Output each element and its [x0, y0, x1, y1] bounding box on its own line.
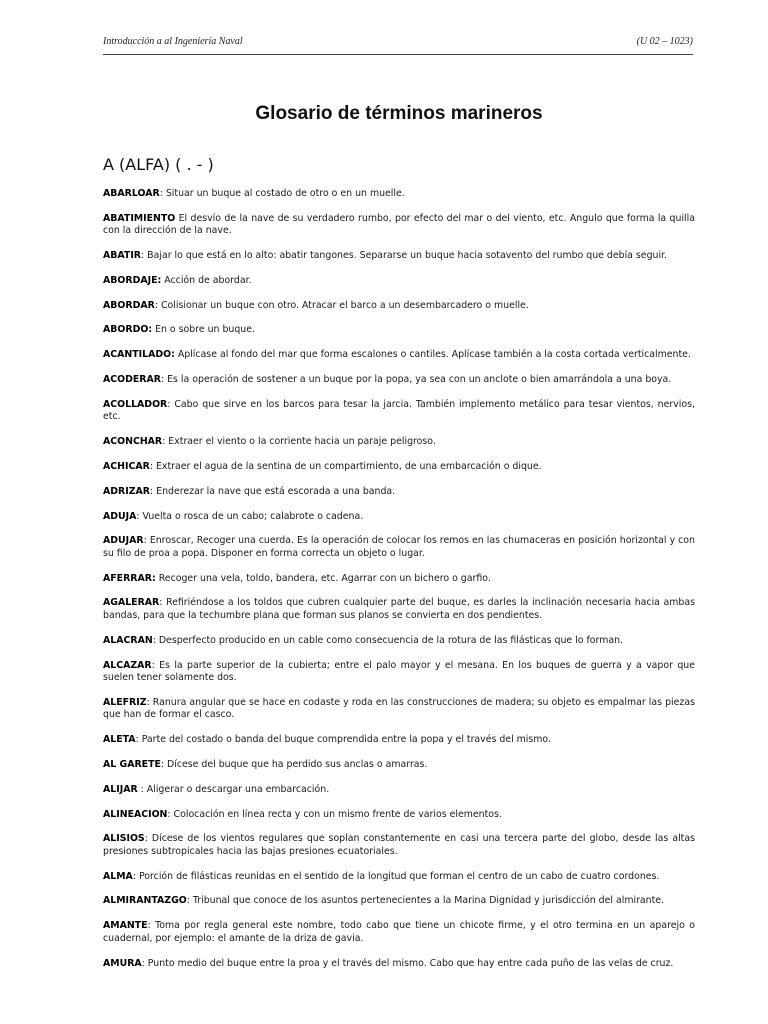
glossary-entry [103, 511, 695, 524]
glossary-entry [103, 635, 695, 648]
glossary-entry [103, 436, 695, 449]
glossary-entry [103, 349, 695, 362]
glossary-term: ABORDAR [103, 299, 155, 311]
glossary-term: ADUJA [103, 510, 137, 522]
glossary-entry [103, 461, 695, 474]
glossary-entry [103, 958, 695, 971]
glossary-definition: : Enroscar, Recoger una cuerda. Es la operación de colocar los remos en las chumaceras en posición horizontal y con su filo de proa a popa. Disponer en forma correcta un objeto o lugar. [103, 535, 695, 559]
glossary-definition: : Aligerar o descargar una embarcación. [137, 783, 330, 795]
page-header [103, 36, 693, 50]
glossary-term: ALIJAR [103, 783, 138, 795]
glossary-term: ACHICAR [103, 460, 150, 472]
glossary-definition: : Dícese del buque que ha perdido sus anclas o amarras. [160, 758, 428, 770]
glossary-definition: Recoger una vela, toldo, bandera, etc. Agarrar con un bichero o garfio. [155, 572, 491, 584]
glossary-term: ABARLOAR [103, 188, 160, 199]
section-heading: A (ALFA) ( . - ) [103, 155, 214, 174]
glossary-term: ADRIZAR [103, 485, 151, 497]
glossary-term: ALEFRIZ [103, 696, 147, 708]
glossary-term: ABATIR [103, 250, 142, 262]
glossary-definition: : Vuelta o rosca de un cabo; calabrote o cadena. [136, 510, 364, 522]
glossary-term: ADUJAR [103, 535, 144, 547]
glossary-term: ABORDO: [103, 324, 153, 336]
header-course-title: Introducción a al Ingeniería Naval [103, 36, 243, 47]
glossary-term: ACOLLADOR [103, 398, 168, 410]
glossary-definition: : Extraer el viento o la corriente hacia un paraje peligroso. [162, 436, 436, 448]
glossary-definition: : Toma por regla general este nombre, todo cabo que tiene un chicote firme, y el otro termina en un aparejo o cuadernal, por ejemplo: el amante de la driza de gavia. [103, 920, 695, 944]
glossary-entry [103, 250, 695, 263]
glossary-entry [103, 597, 695, 622]
glossary-term: ALETA [103, 734, 136, 746]
glossary-term: AL GARETE [103, 758, 161, 770]
glossary-entry [103, 697, 695, 722]
glossary-term: ALMA [103, 870, 133, 882]
glossary-entry [103, 784, 695, 797]
glossary-definition: : Es la operación de sostener a un buque por la popa, ya sea con un anclote o bien amarrándola a una boya. [161, 374, 672, 386]
glossary-term: ABORDAJE: [103, 274, 162, 286]
glossary-term: AFERRAR: [103, 572, 156, 584]
glossary-entry [103, 535, 695, 560]
glossary-term: AGALERAR [103, 597, 160, 609]
glossary-entry [103, 374, 695, 387]
glossary-entry [103, 188, 695, 201]
glossary-entry [103, 660, 695, 685]
header-divider [103, 54, 693, 55]
glossary-entry [103, 399, 695, 424]
glossary-entry [103, 486, 695, 499]
header-course-code: (U 02 – 1023) [636, 36, 693, 47]
glossary-definition: : Colocación en línea recta y con un mismo frente de varios elementos. [167, 808, 502, 820]
glossary-definition: : Ranura angular que se hace en codaste y roda en las construcciones de madera; su objeto es empalmar las piezas que han de formar el casco. [103, 696, 695, 721]
glossary-term: AMANTE [103, 920, 148, 932]
glossary-entry [103, 213, 695, 238]
glossary-definition: : Punto medio del buque entre la proa y el través del mismo. Cabo que hay entre cada puño de las velas de cruz. [141, 957, 674, 969]
glossary-term: ACONCHAR [103, 436, 163, 448]
glossary-definition: : Colisionar un buque con otro. Atracar el barco a un desembarcadero o muelle. [154, 299, 529, 311]
glossary-term: ALACRAN [103, 634, 153, 646]
glossary-definition: El desvío de la nave de su verdadero rumbo, por efecto del mar o del viento, etc. Angulo que forma la quilla con la dirección de la nave. [103, 212, 695, 237]
glossary-entry [103, 895, 695, 908]
glossary-definition: : Dícese de los vientos regulares que soplan constantemente en casi una tercera parte del globo, desde las altas presiones subtropicales hacia las bajas presiones ecuatoriales. [103, 833, 695, 857]
glossary-term: ALMIRANTAZGO [103, 895, 187, 907]
glossary-term: ALISIOS [103, 833, 145, 845]
glossary-term: ACANTILADO: [103, 349, 175, 361]
glossary-definition: : Refiriéndose a los toldos que cubren cualquier parte del buque, es darles la inclinación necesaria hacia ambas bandas, para que la techumbre plana que forman sus planos se convierta en dos pendientes. [103, 597, 695, 621]
glossary-definition: : Bajar lo que está en lo alto: abatir tangones. Separarse un buque hacia sotavento del rumbo que debía seguir. [141, 250, 668, 262]
glossary-definition: : Enderezar la nave que está escorada a una banda. [150, 485, 396, 497]
glossary-definition: : Es la parte superior de la cubierta; entre el palo mayor y el mesana. En los buques de guerra y a vapor que suelen tener solamente dos. [103, 659, 695, 684]
glossary-definition: Acción de abordar. [161, 274, 252, 286]
glossary-definition: : Tribunal que conoce de los asuntos pertenecientes a la Marina Dignidad y jurisdicción del almirante. [186, 895, 665, 907]
glossary-definition: : Cabo que sirve en los barcos para tesar la jarcia. También implemento metálico para tesar vientos, nervios, etc. [103, 398, 695, 423]
glossary-term: ALCAZAR [103, 659, 152, 671]
glossary-entry [103, 300, 695, 313]
glossary-entry [103, 734, 695, 747]
glossary-definition: Aplícase al fondo del mar que forma escalones o cantiles. Aplícase también a la costa cortada verticalmente. [174, 349, 691, 361]
glossary-term: ACODERAR [103, 374, 161, 386]
glossary-term: ALINEACION [103, 808, 168, 820]
glossary-entry [103, 324, 695, 337]
glossary-entry [103, 871, 695, 884]
glossary-definition: : Situar un buque al costado de otro o en un muelle. [159, 188, 405, 199]
glossary-entry [103, 920, 695, 945]
glossary-entry [103, 275, 695, 288]
glossary-definition: : Desperfecto producido en un cable como consecuencia de la rotura de las filásticas que lo forman. [152, 634, 623, 646]
glossary-definition: En o sobre un buque. [152, 324, 255, 336]
glossary-definition: : Extraer el agua de la sentina de un compartimiento, de una embarcación o dique. [149, 460, 542, 472]
glossary-entry [103, 759, 695, 772]
glossary-list [103, 188, 695, 982]
glossary-definition: : Porción de filásticas reunidas en el sentido de la longitud que forman el centro de un cabo de cuatro cordones. [132, 870, 660, 882]
glossary-entry [103, 573, 695, 586]
glossary-definition: : Parte del costado o banda del buque comprendida entre la popa y el través del mismo. [135, 734, 551, 746]
glossary-term: AMURA [103, 957, 142, 969]
glossary-entry [103, 809, 695, 822]
document-title: Glosario de términos marineros [255, 103, 543, 124]
glossary-entry [103, 833, 695, 858]
glossary-term: ABATIMIENTO [103, 212, 176, 224]
